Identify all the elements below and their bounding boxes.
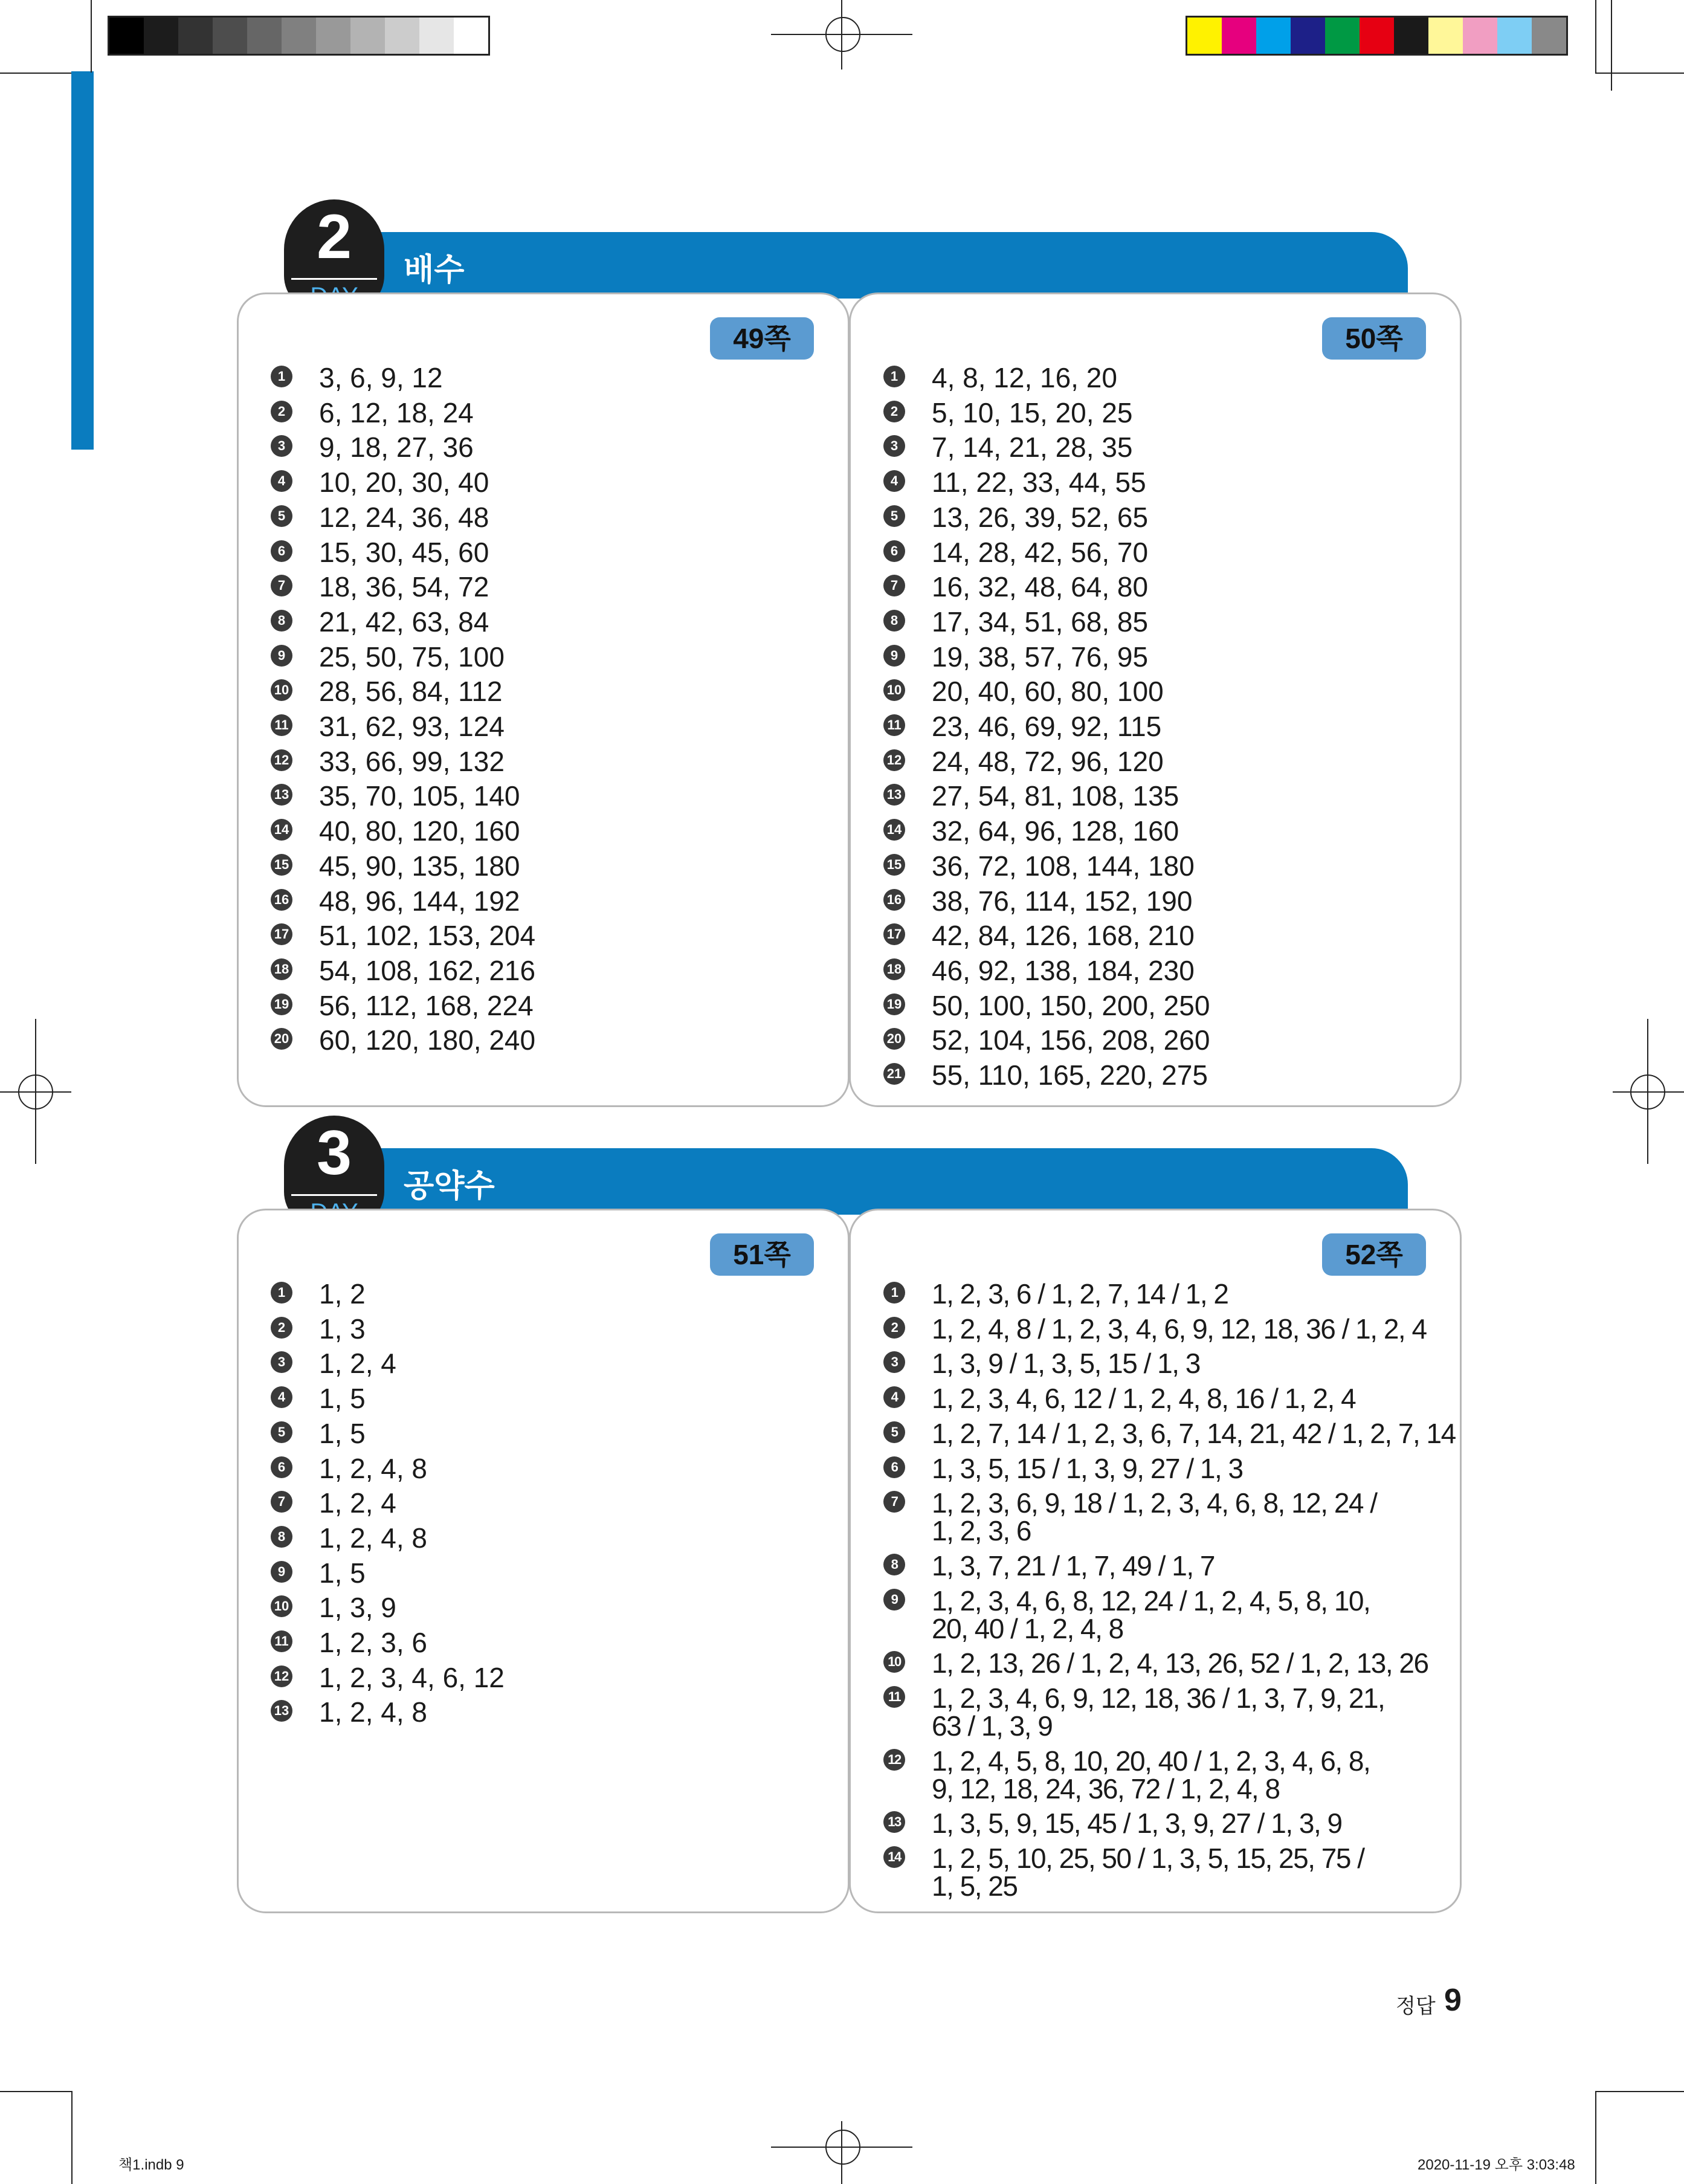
item-number-marker: 14 — [883, 1846, 905, 1868]
color-calibration-bar — [1186, 16, 1568, 56]
answer-text: 9, 12, 18, 24, 36, 72 / 1, 2, 4, 8 — [932, 1772, 1280, 1804]
answer-text: 1, 3, 5, 15 / 1, 3, 9, 27 / 1, 3 — [932, 1452, 1243, 1484]
gray-swatch-2 — [144, 18, 178, 54]
item-number-marker: 9 — [883, 645, 905, 667]
color-swatch-1 — [1187, 18, 1222, 54]
answer-text: 28, 56, 84, 112 — [319, 676, 503, 708]
item-number-marker: 4 — [883, 1386, 905, 1408]
answer-text: 17, 34, 51, 68, 85 — [932, 606, 1149, 638]
section-3-header-band — [338, 1148, 1408, 1215]
answer-text: 1, 3, 5, 9, 15, 45 / 1, 3, 9, 27 / 1, 3, 9 — [932, 1808, 1342, 1840]
answer-text: 51, 102, 153, 204 — [319, 920, 536, 952]
item-number-marker: 18 — [271, 958, 292, 980]
footer-label: 정답 — [1396, 1995, 1436, 2018]
answer-text: 1, 2, 3, 4, 6, 9, 12, 18, 36 / 1, 3, 7, 9, 21, — [932, 1682, 1385, 1714]
answer-text: 38, 76, 114, 152, 190 — [932, 885, 1193, 917]
answer-text: 19, 38, 57, 76, 95 — [932, 641, 1149, 673]
grayscale-calibration-bar — [108, 16, 490, 56]
item-number-marker: 11 — [883, 1686, 905, 1708]
item-number-marker: 1 — [271, 366, 292, 387]
item-number-marker: 2 — [883, 401, 905, 422]
item-number-marker: 5 — [883, 505, 905, 527]
item-number-marker: 5 — [883, 1421, 905, 1443]
color-swatch-10 — [1497, 18, 1532, 54]
answer-text: 1, 3, 7, 21 / 1, 7, 49 / 1, 7 — [932, 1549, 1215, 1581]
answer-text: 1, 2, 3, 6 / 1, 2, 7, 14 / 1, 2 — [932, 1278, 1228, 1310]
answer-text: 9, 18, 27, 36 — [319, 431, 474, 464]
item-number-marker: 7 — [883, 575, 905, 596]
gray-swatch-11 — [454, 18, 488, 54]
item-number-marker: 18 — [883, 958, 905, 980]
answer-text: 1, 3 — [319, 1313, 366, 1345]
answer-text: 1, 2, 4 — [319, 1487, 396, 1519]
item-number-marker: 9 — [883, 1589, 905, 1611]
item-number-marker: 11 — [271, 714, 292, 736]
item-number-marker: 9 — [271, 645, 292, 667]
answer-text: 23, 46, 69, 92, 115 — [932, 711, 1162, 742]
item-number-marker: 16 — [271, 889, 292, 911]
section-3-title: 공약수 — [404, 1169, 495, 1204]
color-swatch-7 — [1394, 18, 1428, 54]
answer-text: 33, 66, 99, 132 — [319, 745, 505, 777]
day-number: 2 — [317, 202, 352, 272]
item-number-marker: 14 — [883, 819, 905, 841]
item-number-marker: 12 — [883, 749, 905, 771]
answer-text: 42, 84, 126, 168, 210 — [932, 920, 1195, 952]
item-number-marker: 10 — [883, 679, 905, 701]
item-number-marker: 10 — [883, 1651, 905, 1673]
item-number-marker: 17 — [883, 923, 905, 945]
item-number-marker: 7 — [883, 1491, 905, 1513]
day-number: 3 — [317, 1118, 352, 1188]
item-number-marker: 3 — [271, 435, 292, 457]
item-number-marker: 8 — [883, 610, 905, 632]
answer-text: 1, 5, 25 — [932, 1870, 1018, 1902]
page-number: 9 — [1444, 1983, 1462, 2018]
item-number-marker: 8 — [883, 1554, 905, 1575]
item-number-marker: 1 — [883, 1282, 905, 1304]
answer-text: 20, 40, 60, 80, 100 — [932, 676, 1164, 708]
print-slug-filename: 책1.indb 9 — [118, 2157, 184, 2173]
answer-text: 14, 28, 42, 56, 70 — [932, 536, 1149, 568]
answer-text: 4, 8, 12, 16, 20 — [932, 362, 1117, 393]
gray-swatch-10 — [419, 18, 454, 54]
item-number-marker: 2 — [883, 1317, 905, 1339]
answer-text: 1, 2, 5, 10, 25, 50 / 1, 3, 5, 15, 25, 75 / — [932, 1843, 1364, 1875]
answer-text: 1, 5 — [319, 1417, 366, 1449]
answer-text: 18, 36, 54, 72 — [319, 571, 489, 603]
item-number-marker: 16 — [883, 889, 905, 911]
item-number-marker: 11 — [271, 1630, 292, 1652]
answer-text: 1, 2, 4 — [319, 1348, 396, 1380]
item-number-marker: 13 — [271, 784, 292, 806]
item-number-marker: 6 — [883, 540, 905, 562]
item-number-marker: 6 — [883, 1456, 905, 1478]
answer-text: 1, 3, 9 — [319, 1592, 396, 1624]
gray-swatch-6 — [282, 18, 316, 54]
answer-text: 25, 50, 75, 100 — [319, 641, 505, 673]
item-number-marker: 19 — [271, 993, 292, 1015]
answer-text: 24, 48, 72, 96, 120 — [932, 745, 1164, 777]
item-number-marker: 9 — [271, 1561, 292, 1583]
answer-text: 1, 2, 4, 8 — [319, 1452, 428, 1484]
gray-swatch-3 — [178, 18, 213, 54]
answer-text: 31, 62, 93, 124 — [319, 711, 505, 742]
item-number-marker: 3 — [271, 1351, 292, 1373]
print-slug-timestamp: 2020-11-19 오후 3:03:48 — [1418, 2157, 1575, 2173]
gray-swatch-1 — [109, 18, 144, 54]
item-number-marker: 20 — [883, 1028, 905, 1050]
answer-text: 27, 54, 81, 108, 135 — [932, 780, 1179, 812]
answer-text: 13, 26, 39, 52, 65 — [932, 501, 1149, 533]
item-number-marker: 4 — [883, 470, 905, 492]
item-number-marker: 8 — [271, 1526, 292, 1548]
answer-text: 7, 14, 21, 28, 35 — [932, 431, 1133, 464]
answer-text: 5, 10, 15, 20, 25 — [932, 396, 1133, 428]
answer-text: 40, 80, 120, 160 — [319, 815, 520, 847]
answer-text: 63 / 1, 3, 9 — [932, 1710, 1053, 1742]
answer-text: 1, 2, 3, 6, 9, 18 / 1, 2, 3, 4, 6, 8, 12, 24 / — [932, 1487, 1377, 1519]
answer-text: 1, 5 — [319, 1383, 366, 1415]
answer-text: 1, 2, 3, 6 — [932, 1515, 1031, 1547]
answer-text: 1, 2, 3, 4, 6, 12 / 1, 2, 4, 8, 16 / 1, 2, 4 — [932, 1383, 1356, 1415]
item-number-marker: 3 — [883, 1351, 905, 1373]
color-swatch-2 — [1222, 18, 1256, 54]
item-number-marker: 20 — [271, 1028, 292, 1050]
answer-text: 55, 110, 165, 220, 275 — [932, 1059, 1208, 1091]
color-swatch-6 — [1360, 18, 1394, 54]
answer-text: 11, 22, 33, 44, 55 — [932, 467, 1146, 499]
item-number-marker: 2 — [271, 401, 292, 422]
item-number-marker: 3 — [883, 435, 905, 457]
answer-text: 15, 30, 45, 60 — [319, 536, 489, 568]
gray-swatch-4 — [213, 18, 247, 54]
answer-text: 6, 12, 18, 24 — [319, 396, 474, 428]
answer-text: 45, 90, 135, 180 — [319, 850, 520, 882]
answer-text: 1, 2, 3, 4, 6, 8, 12, 24 / 1, 2, 4, 5, 8, 10, — [932, 1585, 1370, 1617]
gray-swatch-9 — [385, 18, 419, 54]
item-number-marker: 19 — [883, 993, 905, 1015]
answer-text: 10, 20, 30, 40 — [319, 467, 489, 499]
answer-text: 50, 100, 150, 200, 250 — [932, 989, 1210, 1021]
gray-swatch-5 — [247, 18, 282, 54]
side-accent-bar — [71, 71, 94, 450]
item-number-marker: 15 — [883, 854, 905, 876]
color-swatch-5 — [1325, 18, 1360, 54]
answer-text: 12, 24, 36, 48 — [319, 501, 489, 533]
item-number-marker: 13 — [883, 784, 905, 806]
item-number-marker: 13 — [883, 1811, 905, 1833]
color-swatch-3 — [1256, 18, 1291, 54]
answer-text: 48, 96, 144, 192 — [319, 885, 520, 917]
item-number-marker: 6 — [271, 1456, 292, 1478]
answer-text: 1, 2, 3, 6 — [319, 1627, 428, 1658]
color-swatch-11 — [1532, 18, 1566, 54]
page-label-50: 50쪽 — [1322, 317, 1426, 360]
answer-text: 36, 72, 108, 144, 180 — [932, 850, 1195, 882]
item-number-marker: 12 — [883, 1749, 905, 1771]
answer-text: 21, 42, 63, 84 — [319, 606, 489, 638]
answer-text: 1, 3, 9 / 1, 3, 5, 15 / 1, 3 — [932, 1348, 1200, 1380]
item-number-marker: 5 — [271, 1421, 292, 1443]
badge-divider — [291, 1194, 377, 1196]
item-number-marker: 15 — [271, 854, 292, 876]
item-number-marker: 10 — [271, 1595, 292, 1617]
answer-text: 20, 40 / 1, 2, 4, 8 — [932, 1612, 1123, 1644]
answer-text: 1, 2, 4, 8 — [319, 1522, 428, 1554]
item-number-marker: 21 — [883, 1063, 905, 1085]
item-number-marker: 17 — [271, 923, 292, 945]
item-number-marker: 7 — [271, 1491, 292, 1513]
item-number-marker: 4 — [271, 1386, 292, 1408]
item-number-marker: 7 — [271, 575, 292, 596]
answer-text: 35, 70, 105, 140 — [319, 780, 520, 812]
item-number-marker: 5 — [271, 505, 292, 527]
answer-text: 1, 2, 13, 26 / 1, 2, 4, 13, 26, 52 / 1, 2, 13, 26 — [932, 1647, 1428, 1679]
answer-text: 1, 2, 7, 14 / 1, 2, 3, 6, 7, 14, 21, 42 / 1, 2, 7, 14 — [932, 1417, 1456, 1449]
item-number-marker: 6 — [271, 540, 292, 562]
item-number-marker: 4 — [271, 470, 292, 492]
answer-text: 52, 104, 156, 208, 260 — [932, 1024, 1210, 1056]
item-number-marker: 10 — [271, 679, 292, 701]
answer-text: 1, 2, 3, 4, 6, 12 — [319, 1661, 505, 1693]
item-number-marker: 8 — [271, 610, 292, 632]
item-number-marker: 14 — [271, 819, 292, 841]
answer-text: 54, 108, 162, 216 — [319, 954, 536, 986]
item-number-marker: 1 — [271, 1282, 292, 1304]
gray-swatch-8 — [350, 18, 385, 54]
item-number-marker: 13 — [271, 1700, 292, 1722]
answer-text: 1, 2 — [319, 1278, 366, 1310]
item-number-marker: 1 — [883, 366, 905, 387]
page-label-49: 49쪽 — [710, 317, 814, 360]
answer-text: 1, 2, 4, 5, 8, 10, 20, 40 / 1, 2, 3, 4, 6, 8, — [932, 1745, 1370, 1777]
answer-text: 60, 120, 180, 240 — [319, 1024, 536, 1056]
section-2-header-band — [338, 232, 1408, 299]
section-2-title: 배수 — [404, 253, 465, 288]
answer-text: 1, 2, 4, 8 / 1, 2, 3, 4, 6, 9, 12, 18, 36 / 1, 2, 4 — [932, 1313, 1427, 1345]
answer-text: 16, 32, 48, 64, 80 — [932, 571, 1149, 603]
item-number-marker: 2 — [271, 1317, 292, 1339]
answer-text: 1, 5 — [319, 1557, 366, 1589]
color-swatch-4 — [1291, 18, 1325, 54]
page-label-51: 51쪽 — [710, 1233, 814, 1276]
item-number-marker: 12 — [271, 1665, 292, 1687]
answer-text: 3, 6, 9, 12 — [319, 362, 443, 393]
item-number-marker: 12 — [271, 749, 292, 771]
answer-text: 1, 2, 4, 8 — [319, 1696, 428, 1728]
badge-divider — [291, 278, 377, 280]
answer-text: 32, 64, 96, 128, 160 — [932, 815, 1179, 847]
answer-text: 46, 92, 138, 184, 230 — [932, 954, 1195, 986]
answer-text: 56, 112, 168, 224 — [319, 989, 534, 1021]
color-swatch-9 — [1463, 18, 1497, 54]
item-number-marker: 11 — [883, 714, 905, 736]
gray-swatch-7 — [316, 18, 350, 54]
color-swatch-8 — [1428, 18, 1463, 54]
page-label-52: 52쪽 — [1322, 1233, 1426, 1276]
